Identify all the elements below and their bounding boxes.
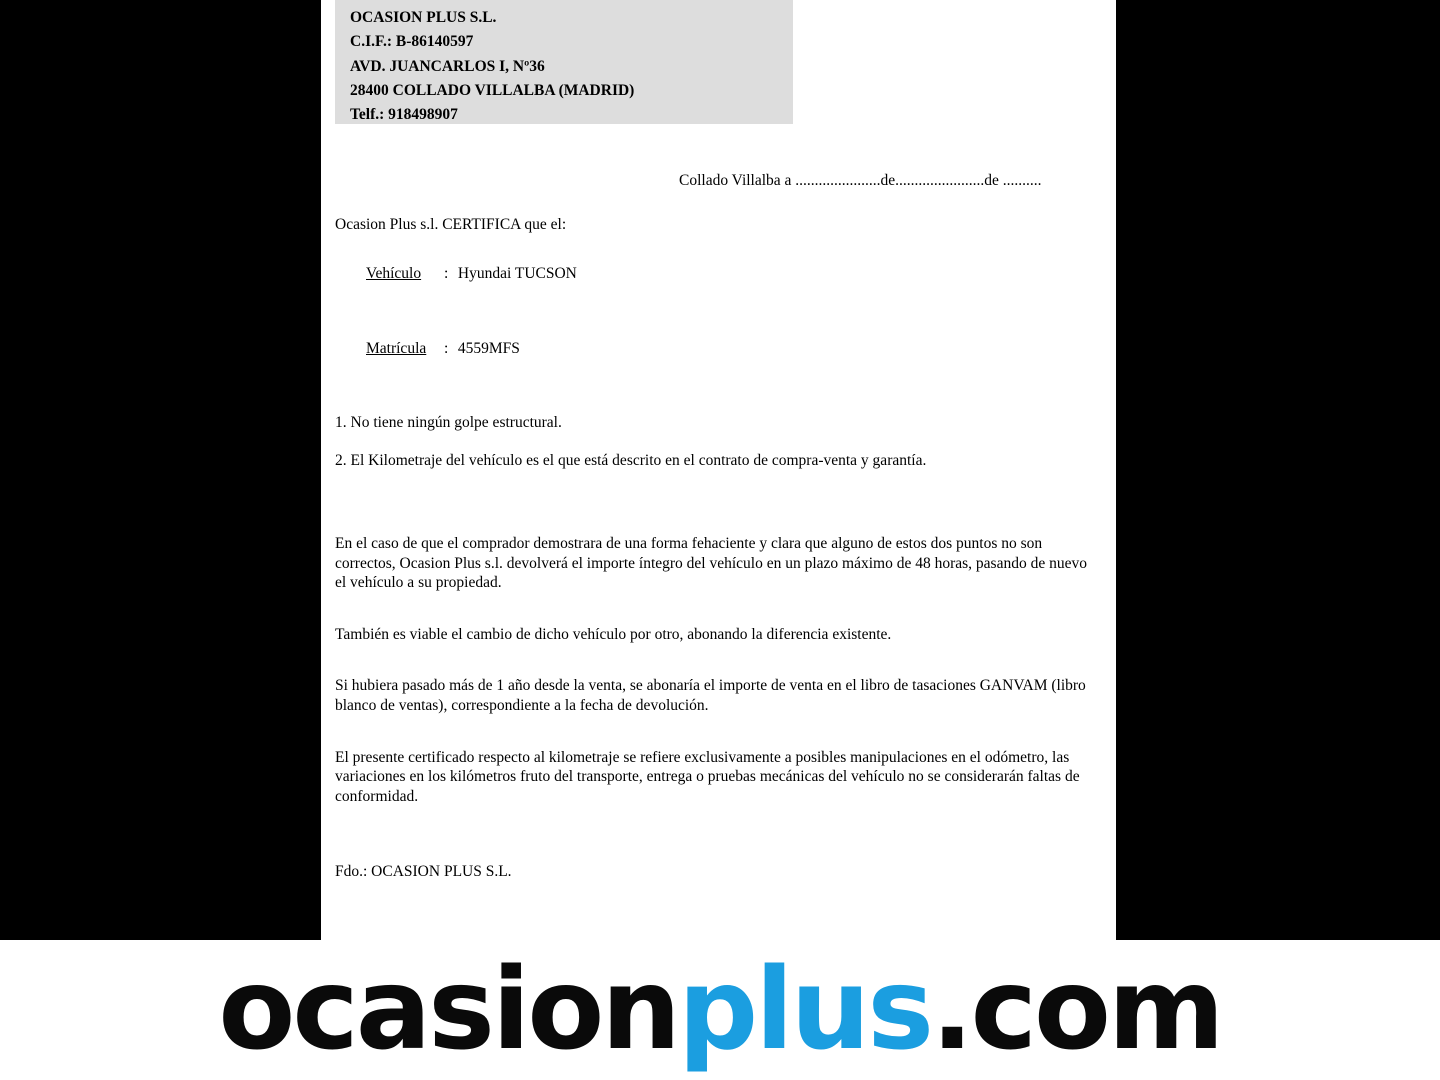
- field-matricula-label: Matrícula: [366, 340, 427, 357]
- logo-part-plus: plus: [678, 945, 932, 1075]
- logo-part-com: .com: [931, 945, 1222, 1075]
- signature-line: Fdo.: OCASION PLUS S.L.: [335, 863, 512, 880]
- point-2: 2. El Kilometraje del vehículo es el que está descrito en el contrato de compra-venta y garantía.: [335, 452, 927, 469]
- company-phone: Telf.: 918498907: [350, 106, 458, 124]
- document-body: [335, 213, 1100, 806]
- paragraph-3: Si hubiera pasado más de 1 año desde la venta, se abonaría el importe de venta en el libro de tasaciones GANVAM (libro blanco de ventas), correspondiente a la fecha de devolución.: [335, 677, 1086, 714]
- footer-logo-band: [0, 940, 1440, 1080]
- field-vehiculo-separator: :: [444, 265, 449, 282]
- field-matricula: [335, 311, 1100, 386]
- paragraph-2: También es viable el cambio de dicho vehículo por otro, abonando la diferencia existente.: [335, 625, 892, 643]
- paragraph-1: En el caso de que el comprador demostrara de una forma fehaciente y clara que alguno de estos dos puntos no son correctos, Ocasion Plus s.l. devolverá el importe íntegro del vehículo en un plazo máximo de 48 horas, pasando de nuevo el vehículo a su propiedad.: [335, 535, 1087, 592]
- document-page: [321, 0, 1116, 940]
- field-matricula-value: 4559MFS: [457, 340, 520, 357]
- paragraph-4: El presente certificado respecto al kilometraje se refiere exclusivamente a posibles manipulaciones en el odómetro, las variaciones en los kilómetros fruto del transporte, entrega o pruebas mecánicas del vehículo no se considerarán faltas de conformidad.: [335, 748, 1080, 805]
- certifies-intro: Ocasion Plus s.l. CERTIFICA que el:: [335, 216, 567, 233]
- company-name: OCASION PLUS S.L.: [350, 9, 497, 26]
- point-1: 1. No tiene ningún golpe estructural.: [335, 414, 562, 431]
- company-header-block: [335, 0, 793, 124]
- company-city: 28400 COLLADO VILLALBA (MADRID): [350, 81, 635, 99]
- logo-part-ocasion: ocasion: [218, 945, 679, 1075]
- company-address: AVD. JUANCARLOS I, Nº36: [350, 57, 545, 75]
- field-matricula-separator: :: [444, 340, 449, 357]
- field-vehiculo: [335, 236, 1100, 311]
- ocasionplus-logo: [218, 945, 1222, 1075]
- place-date-line: Collado Villalba a ......................de.......................de ..........: [679, 172, 1042, 189]
- field-vehiculo-label: Vehículo: [366, 265, 422, 282]
- field-vehiculo-value: Hyundai TUCSON: [457, 265, 577, 282]
- company-cif: C.I.F.: B-86140597: [350, 33, 474, 51]
